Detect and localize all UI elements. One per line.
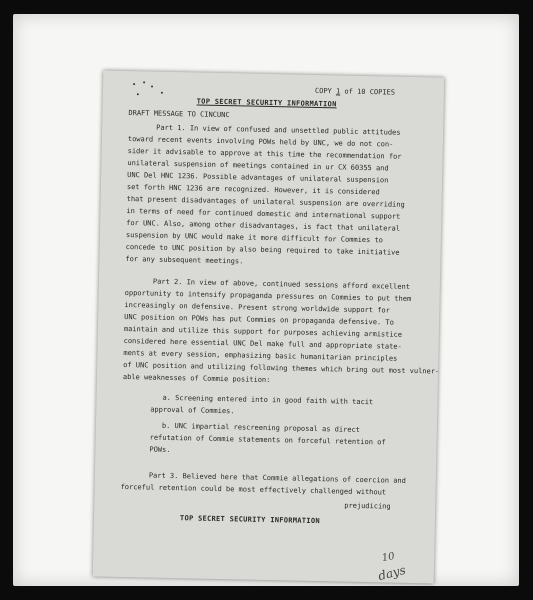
punch-mark xyxy=(143,81,145,83)
body-line: opportunity to intensify propaganda pressures on Commies to put them xyxy=(124,288,412,303)
body-line: b. UNC impartial rescreening proposal as direct xyxy=(161,421,361,434)
body-line: a. Screening entered into in good faith with tacit xyxy=(162,393,374,407)
punch-mark xyxy=(137,93,139,95)
body-line: of UNC position and utilizing following themes which bring out most vulner- xyxy=(123,360,440,376)
body-line: that present disadvantages of unilateral suspension are overriding xyxy=(126,195,405,209)
punch-marks xyxy=(131,81,171,102)
body-line: toward recent events involving POWs held by UNC, we do not con- xyxy=(127,135,394,149)
body-line: unilateral suspension of meetings contained in ur CX 60355 and xyxy=(127,159,389,173)
punch-mark xyxy=(151,85,153,87)
body-line: considered here essential UNC Del make full and appropriate state- xyxy=(123,336,402,351)
handwritten-note: days xyxy=(376,562,408,584)
punch-mark xyxy=(161,92,163,94)
body-line: for any subsequent meetings. xyxy=(125,254,244,266)
body-line: sider it advisable to approve at this time the recommendation for xyxy=(127,147,402,161)
body-line: ments at every session, emphasizing basic humanitarian principles xyxy=(123,348,398,363)
body-line: concede to UNC position by also being required to take initiative xyxy=(125,242,400,257)
body-line: Part 1. In view of confused and unsettled public attitudes xyxy=(156,123,401,137)
body-line: maintain and utilize this support for purposes achieving armistice xyxy=(123,324,403,339)
body-line: UNC Del HNC 1236. Possible advantages of unilateral suspension xyxy=(127,171,389,185)
body-line: forceful retention could be most effectively challenged without xyxy=(120,482,387,497)
body-line: in terms of need for continued domestic and international support xyxy=(126,206,401,221)
copy-suffix: of 10 COPIES xyxy=(344,87,396,97)
classification-header: TOP SECRET SECURITY INFORMATION xyxy=(196,97,337,109)
document-sheet xyxy=(93,70,445,583)
body-line: increasingly on defensive. Present strong worldwide support for xyxy=(124,300,390,315)
body-line: prejudicing xyxy=(344,501,391,511)
body-line: Part 2. In view of above, continued sessions afford excellent xyxy=(152,277,411,291)
classification-footer: TOP SECRET SECURITY INFORMATION xyxy=(179,514,320,526)
body-line: for UNC. Also, among other disadvantages, is fact that unilateral xyxy=(126,218,401,233)
copy-notation xyxy=(315,87,395,97)
body-line: set forth HNC 1236 are recognized. However, it is considered xyxy=(126,183,380,197)
handwritten-note: 10 xyxy=(381,550,396,565)
body-line: POWs. xyxy=(149,445,171,454)
copy-prefix: COPY xyxy=(314,86,332,96)
body-line: refutation of Commie statements on forceful retention of xyxy=(149,433,386,447)
body-line: Part 3. Believed here that Commie allegations of coercion and xyxy=(148,471,406,485)
punch-mark xyxy=(133,83,135,85)
body-line: able weaknesses of Commie position: xyxy=(122,372,271,385)
body-line: suspension by UNC would make it more difficult for Commies to xyxy=(125,230,384,245)
body-line: approval of Commies. xyxy=(150,405,235,416)
copy-number: 1 xyxy=(335,87,341,96)
document-subject: DRAFT MESSAGE TO CINCUNC xyxy=(128,109,230,120)
body-line: UNC position on POWs has put Commies on propaganda defensive. To xyxy=(124,312,394,327)
